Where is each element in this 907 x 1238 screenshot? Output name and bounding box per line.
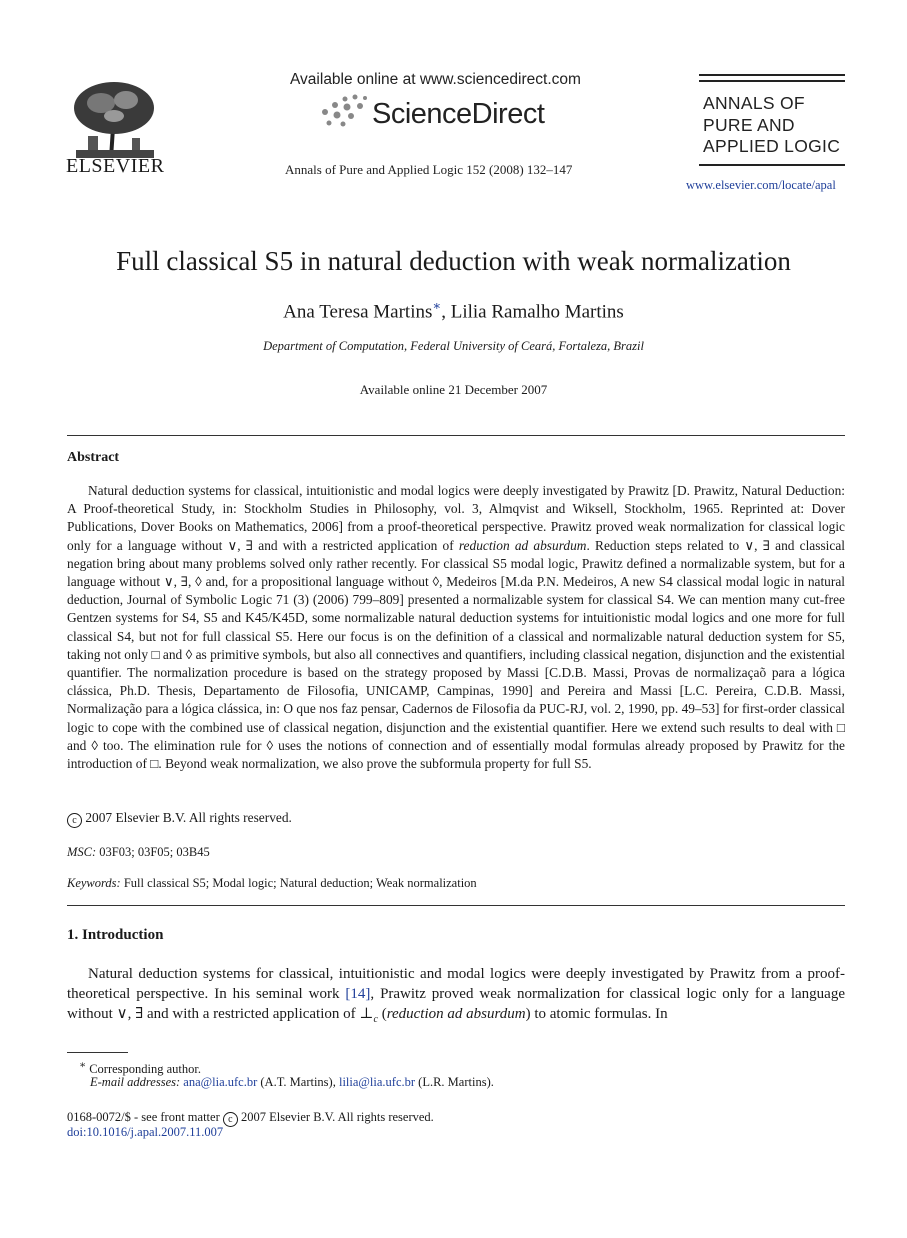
- journal-name-line: PURE AND: [703, 114, 795, 135]
- intro-text: , Prawitz proved weak normalization for classical logic only for a language without ∨, ∃ and with a restricted application of ⊥: [67, 986, 845, 1022]
- subscript: c: [373, 1014, 378, 1025]
- keywords-value: Full classical S5; Modal logic; Natural deduction; Weak normalization: [120, 876, 477, 890]
- abstract-heading: Abstract: [67, 450, 120, 465]
- copyright-icon: c: [223, 1112, 238, 1127]
- msc-value: 03F03; 03F05; 03B45: [96, 845, 210, 859]
- footnote-rule: [67, 1052, 128, 1053]
- email-link[interactable]: ana@lia.ufc.br: [183, 1075, 258, 1089]
- journal-rule-mid: [699, 80, 845, 82]
- sciencedirect-wordmark: ScienceDirect: [372, 98, 545, 130]
- journal-citation: Annals of Pure and Applied Logic 152 (2008) 132–147: [285, 162, 573, 177]
- issn-text: 2007 Elsevier B.V. All rights reserved.: [237, 1110, 434, 1124]
- corresponding-author-marker[interactable]: ∗: [432, 298, 442, 313]
- available-online-banner[interactable]: Available online at www.sciencedirect.com: [290, 71, 581, 88]
- email-link[interactable]: lilia@lia.ufc.br: [338, 1075, 416, 1089]
- author-name: Lilia Ramalho Martins: [450, 301, 624, 323]
- citation-link[interactable]: [14]: [345, 986, 371, 1002]
- journal-name-line: ANNALS OF: [703, 93, 805, 113]
- email-owner: (A.T. Martins),: [257, 1075, 339, 1089]
- copyright-icon: c: [67, 813, 82, 828]
- abstract-text: . Reduction steps related to ∨, ∃ and classical negation bring about many problems solved only rather recently. For classical S5 modal logic, Prawitz defined a normalizable system, but for a language without ∨, ∃, ◊ and, for a propositional language without ◊, Medeiros [M.da P.N. Medeiros, A new S4 classical modal logic in natural deduction, Journal of Symbolic Logic 71 (3) (2006) 799–809] presented a normalizable system for classical S4. We can mention many cut-free Gentzen systems for S4, S5 and K45/K45D, some normalizable natural deduction systems for intuitionistic modal logics and one more for full classical S4, but not for full classical S5. Here our focus is on the definition of a classical and normalizable natural deduction system for S5, taking not only □ and ◊ as primitive symbols, but also all connectives and quantifiers, including classical negation, disjunction and the existential quantifier. The normalization procedure is based on the strategy proposed by Massi [C.D.B. Massi, Provas de normalizaçaõ para a lógica clássica, Ph.D. Thesis, Departamento de Filosofia, UNICAMP, Campinas, 1990] and Pereira and Massi [L.C. Pereira, C.D.B. Massi, Normalização para a lógica clássica, in: O que nos faz pensar, Cadernos de Filosofia da PUC-RJ, vol. 2, 1990, pp. 49–53] for first-order classical logic to cope with the combined use of classical negation, disjunction and the existential quantifier. Here we extend such results to deal with □ and ◊ too. The elimination rule for ◊ uses the notions of connection and of essentially modal formulas already proposed by Prawitz for the introduction of □. Beyond weak normalization, we also prove the subformula property for full S5.: [67, 537, 845, 772]
- intro-text: Natural deduction systems for classical, intuitionistic and modal logics were deeply investigated by Prawitz from a proof-theoretical perspective. In his seminal work: [67, 966, 845, 1002]
- journal-rule-bottom: [699, 164, 845, 166]
- abstract-italic: reduction ad absurdum: [458, 537, 587, 553]
- section-heading: 1. Introduction: [67, 927, 164, 943]
- issn-text: 0168-0072/$ - see front matter: [67, 1110, 223, 1124]
- msc-codes: [67, 845, 210, 860]
- abstract-copyright: [67, 810, 292, 828]
- introduction-paragraph: [67, 964, 845, 1030]
- author-name: Ana Teresa Martins: [283, 301, 433, 323]
- keywords: [67, 876, 477, 891]
- intro-italic: reduction ad absurdum: [386, 1006, 526, 1022]
- journal-name-line: APPLIED LOGIC: [703, 136, 841, 156]
- footnote-text: Corresponding author.: [86, 1062, 201, 1077]
- doi-link[interactable]: doi:10.1016/j.apal.2007.11.007: [67, 1125, 224, 1139]
- msc-label: MSC:: [67, 845, 97, 859]
- journal-homepage-link[interactable]: www.elsevier.com/locate/apal: [686, 178, 836, 192]
- abstract-body: [67, 482, 845, 773]
- available-date: Available online 21 December 2007: [359, 382, 548, 397]
- author-list: [0, 298, 907, 323]
- journal-rule-top: [699, 74, 845, 76]
- email-owner: (L.R. Martins).: [415, 1075, 494, 1089]
- paper-title: Full classical S5 in natural deduction with weak normalization: [116, 246, 791, 276]
- divider: [67, 905, 845, 906]
- intro-text: (: [377, 1006, 387, 1022]
- intro-text: ) to atomic formulas. In: [525, 1006, 668, 1022]
- footnote-emails: [90, 1075, 494, 1090]
- keywords-label: Keywords:: [67, 876, 121, 890]
- sciencedirect-dots-icon: [315, 93, 375, 131]
- journal-name: [703, 93, 840, 158]
- footnote-marker: ∗: [79, 1060, 87, 1071]
- divider: [67, 435, 845, 436]
- abstract-text: Natural deduction systems for classical, intuitionistic and modal logics were deeply investigated by Prawitz [D. Prawitz, Natural Deduction: A Proof-theoretical Study, in: Stockholm Studies in Philosophy, vol. 3, Almqvist and Wiksell, Stockholm, 1965. Reprinted at: Dover Publications, Dover Books on Mathematics, 2006] from a proof-theoretical perspective. Prawitz proved weak normalization for classical logic only for a language without ∨, ∃ and with a restricted application of: [67, 483, 845, 553]
- elsevier-wordmark: ELSEVIER: [66, 155, 165, 177]
- copyright-text: 2007 Elsevier B.V. All rights reserved.: [82, 810, 292, 825]
- email-label: E-mail addresses:: [90, 1075, 181, 1089]
- author-separator: ,: [441, 301, 451, 323]
- affiliation: Department of Computation, Federal University of Ceará, Fortaleza, Brazil: [263, 339, 644, 353]
